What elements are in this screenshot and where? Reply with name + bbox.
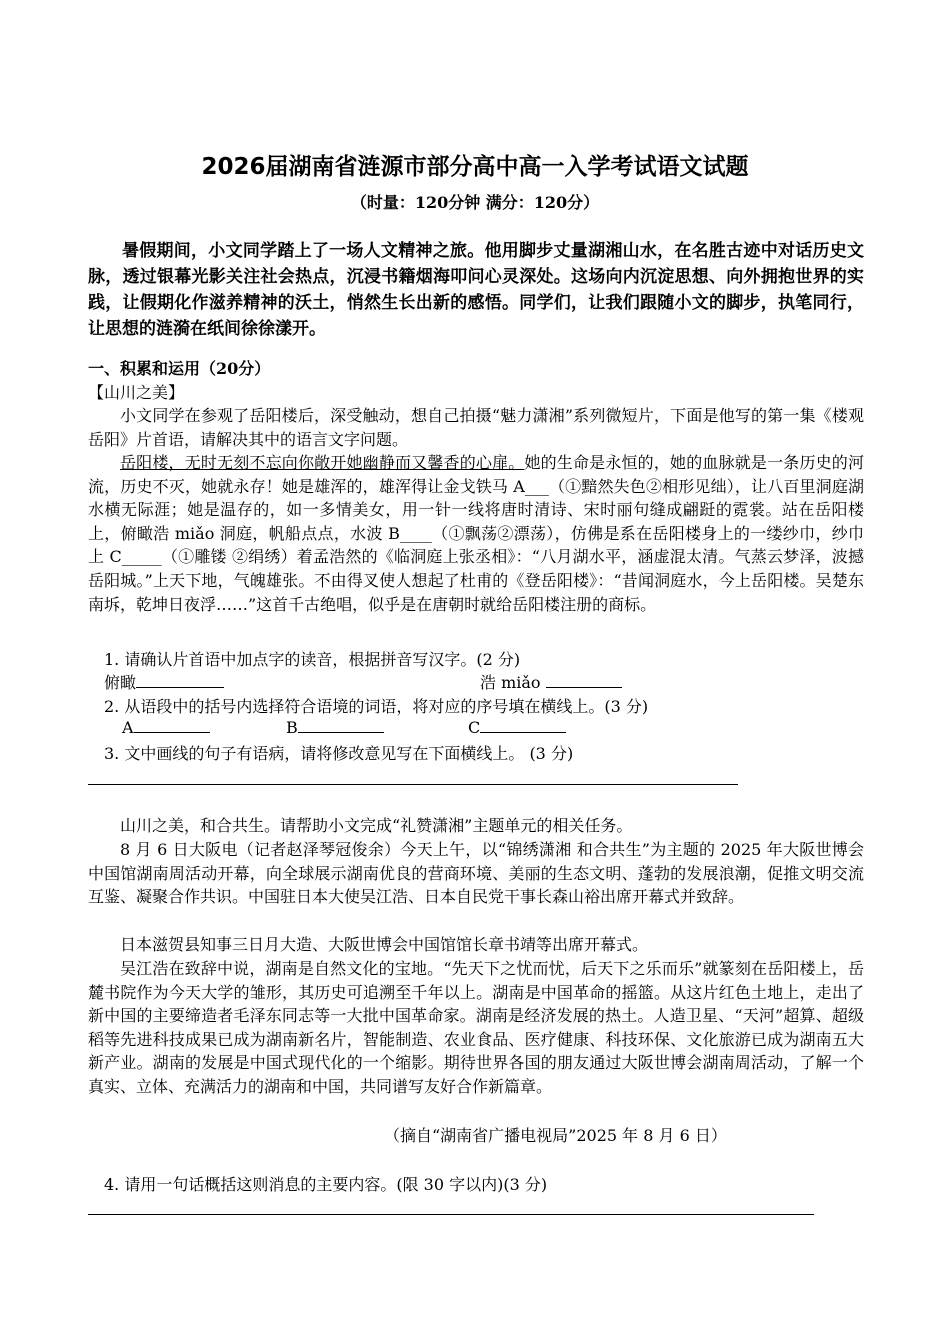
news-paragraph-2: 日本滋贺县知事三日月大造、大阪世博会中国馆馆长章书靖等出席开幕式。 (120, 935, 649, 954)
question-1: 1. 请确认片首语中加点字的读音，根据拼音写汉字。(2 分) (104, 650, 521, 669)
q3-answer-line[interactable] (88, 784, 738, 785)
answer-blank[interactable] (136, 673, 224, 688)
q2-label-a: A (122, 718, 134, 737)
news-source: （摘自“湖南省广播电视局”2025 年 8 月 6 日） (384, 1126, 727, 1145)
section2-lead: 山川之美，和合共生。请帮助小文完成“礼赞潇湘”主题单元的相关任务。 (120, 816, 633, 835)
q1-label-b: 浩 miǎo (480, 673, 541, 692)
passage-text: 她的生命是永恒的，她的血脉就是一条历史的河流，历史不灭，她就永存！她是雄浑的，雄浑得让金戈铁马 A___（①黯然失色②相形见绌），让八百里洞庭湖水横无际涯；她是温存的，如一多情美女，用一针一线将唐时清诗、宋时丽句缝成翩跹的霓裳。站在岳阳楼上，俯瞰浩 miǎo 洞庭，帆船点点，水波 B____（①飘荡②漂荡），仿佛是系在岳阳楼身上的一缕纱巾，纱巾上 C_____（①雕镂 ②绢绣）着孟浩然的《临洞庭上张丞相》：“八月湖水平，涵虚混太清。气蒸云梦泽，波撼岳阳城。”上天下地，气魄雄张。不由得叉使人想起了杜甫的《登岳阳楼》：“昔闻洞庭水，今上岳阳楼。吴楚东南坼，乾坤日夜浮……”这首千古绝唱，似乎是在唐朝时就给岳阳楼注册的商标。 (88, 453, 864, 614)
section-heading: 一、积累和运用（20分） (88, 359, 271, 378)
exam-time-score: （时量：120分钟 满分：120分） (350, 193, 600, 212)
question-4: 4. 请用一句话概括这则消息的主要内容。(限 30 字以内)(3 分) (104, 1175, 548, 1194)
q2-blank-b (286, 718, 384, 737)
section-subheading: 【山川之美】 (88, 383, 185, 402)
answer-blank[interactable] (480, 718, 566, 733)
q1-blank-miao (480, 670, 622, 693)
underlined-sentence: 岳阳楼，无时无刻不忘向你敞开她幽静而又馨香的心扉。 (120, 453, 525, 472)
q1-blank-fukan (104, 670, 224, 693)
section-lead-paragraph: 小文同学在参观了岳阳楼后，深受触动，想自己拍摄“魅力潇湘”系列微短片，下面是他写的第一集《楼观岳阳》片首语，请解决其中的语言文字问题。 (88, 406, 864, 449)
news-paragraph-3: 吴江浩在致辞中说，湖南是自然文化的宝地。“先天下之忧而忧，后天下之乐而乐”就篆刻在岳阳楼上，岳麓书院作为今天大学的雏形，其历史可追溯至千年以上。湖南是中国革命的摇篮。从这片红色土地上，走出了新中国的主要缔造者毛泽东同志等一大批中国革命家。湖南是经济发展的热土。人造卫星、“天河”超算、超级稻等先进科技成果已成为湖南新名片，智能制造、农业食品、医疗健康、科技环保、文化旅游已成为湖南五大新产业。湖南的发展是中国式现代化的一个缩影。期待世界各国的朋友通过大阪世博会湖南周活动，了解一个真实、立体、充满活力的湖南和中国，共同谱写友好合作新篇章。 (88, 959, 864, 1096)
q2-blank-c (468, 718, 566, 737)
answer-blank[interactable] (134, 718, 210, 733)
question-2: 2. 从语段中的括号内选择符合语境的词语，将对应的序号填在横线上。(3 分) (104, 697, 649, 716)
q2-blank-a (122, 718, 210, 737)
q1-label-a: 俯瞰 (104, 673, 137, 692)
q2-label-b: B (286, 718, 298, 737)
intro-paragraph: 暑假期间，小文同学踏上了一场人文精神之旅。他用脚步丈量湖湘山水，在名胜古迹中对话历史文脉，透过银幕光影关注社会热点，沉浸书籍烟海叩问心灵深处。这场向内沉淀思想、向外拥抱世界的实践，让假期化作滋养精神的沃土，悄然生长出新的感悟。同学们，让我们跟随小文的脚步，执笔同行，让思想的涟漪在纸间徐徐漾开。 (88, 241, 864, 339)
page-title: 2026届湖南省涟源市部分高中高一入学考试语文试题 (201, 154, 749, 180)
news-paragraph-1: 8 月 6 日大阪电（记者赵泽琴冠俊余）今天上午，以“锦绣潇湘 和合共生”为主题的 2025 年大阪世博会中国馆湖南周活动开幕，向全球展示湖南优良的营商环境、美丽的生态文明、蓬勃的发展浪潮，促推文明交流互鉴、凝聚合作共识。中国驻日本大使吴江浩、日本自民党干事长森山裕出席开幕式并致辞。 (88, 840, 864, 907)
q4-answer-line[interactable] (88, 1214, 814, 1215)
answer-blank[interactable] (546, 673, 622, 688)
q2-label-c: C (468, 718, 481, 737)
question-3: 3. 文中画线的句子有语病，请将修改意见写在下面横线上。 (3 分) (104, 744, 574, 763)
answer-blank[interactable] (298, 718, 384, 733)
reading-passage (88, 451, 864, 616)
